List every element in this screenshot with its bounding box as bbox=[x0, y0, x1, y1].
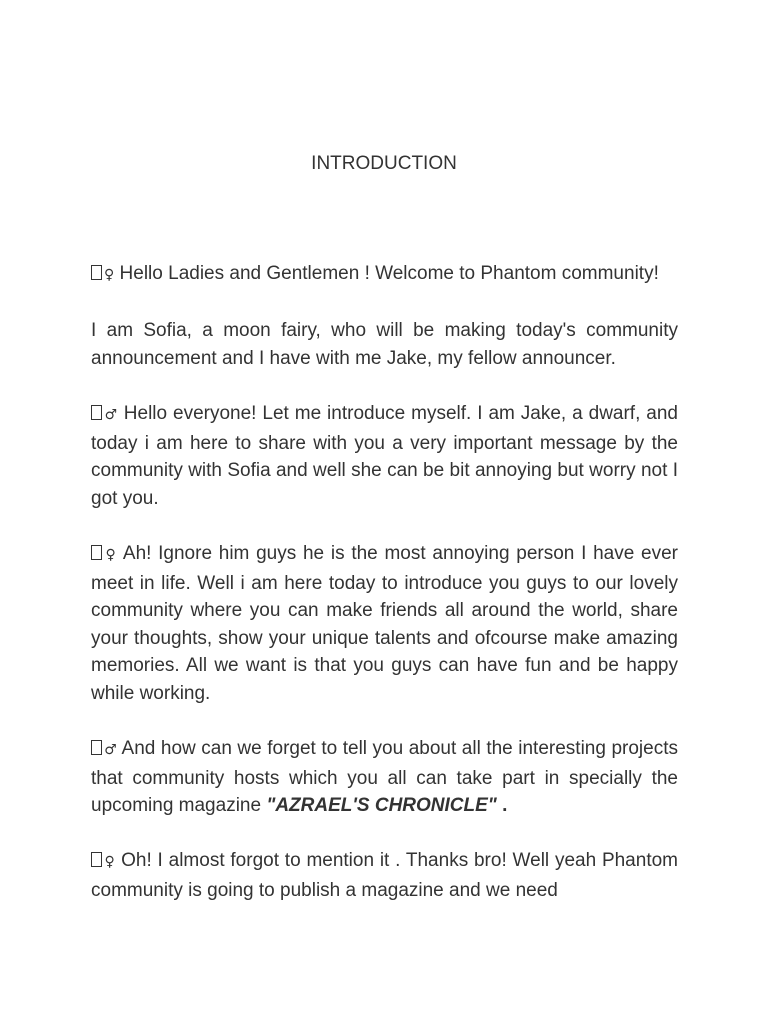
paragraph-sofia-community bbox=[91, 540, 678, 708]
missing-glyph-icon bbox=[91, 405, 102, 420]
page-title: INTRODUCTION bbox=[311, 153, 457, 174]
document-body bbox=[91, 260, 678, 932]
paragraph-text: Hello everyone! Let me introduce myself. I am Jake, a dwarf, and today i am here to share with you a very important message by the community with Sofia and well she can be bit annoying but worry not I got you. bbox=[91, 402, 678, 509]
female-sign-icon: ♀ bbox=[104, 267, 115, 283]
missing-glyph-icon bbox=[91, 852, 102, 867]
paragraph-jake-intro bbox=[91, 400, 678, 512]
trailing-punctuation: . bbox=[496, 795, 508, 817]
missing-glyph-icon bbox=[91, 740, 102, 755]
paragraph-text: I am Sofia, a moon fairy, who will be making today's community announcement and I have with me Jake, my fellow announcer. bbox=[91, 320, 678, 369]
paragraph-sofia-intro bbox=[91, 317, 678, 372]
paragraph-sofia-magazine bbox=[91, 847, 678, 904]
magazine-title: "AZRAEL'S CHRONICLE" bbox=[266, 795, 497, 817]
paragraph-text: And how can we forget to tell you about all the interesting projects that community hosts which you all can take part in specially the upcoming magazine bbox=[91, 738, 678, 817]
paragraph-jake-projects bbox=[91, 735, 678, 820]
missing-glyph-icon bbox=[91, 265, 102, 280]
paragraph-text: Hello Ladies and Gentlemen ! Welcome to Phantom community! bbox=[119, 263, 659, 284]
missing-glyph-icon bbox=[91, 545, 102, 560]
paragraph-text: Ah! Ignore him guys he is the most annoying person I have ever meet in life. Well i am here today to introduce you guys to our lovely community where you can make friends all around the world, share your thoughts, show your unique talents and ofcourse make amazing memories. All we want is that you guys can have fun and be happy while working. bbox=[91, 542, 679, 704]
male-sign-icon: ♂ bbox=[104, 742, 118, 759]
paragraph-sofia-greeting bbox=[91, 260, 678, 290]
male-sign-icon: ♂ bbox=[104, 406, 118, 423]
female-sign-icon: ♀ bbox=[104, 546, 118, 563]
paragraph-text: Oh! I almost forgot to mention it . Thanks bro! Well yeah Phantom community is going to publish a magazine and we need bbox=[91, 850, 678, 902]
female-sign-icon: ♀ bbox=[104, 854, 116, 871]
